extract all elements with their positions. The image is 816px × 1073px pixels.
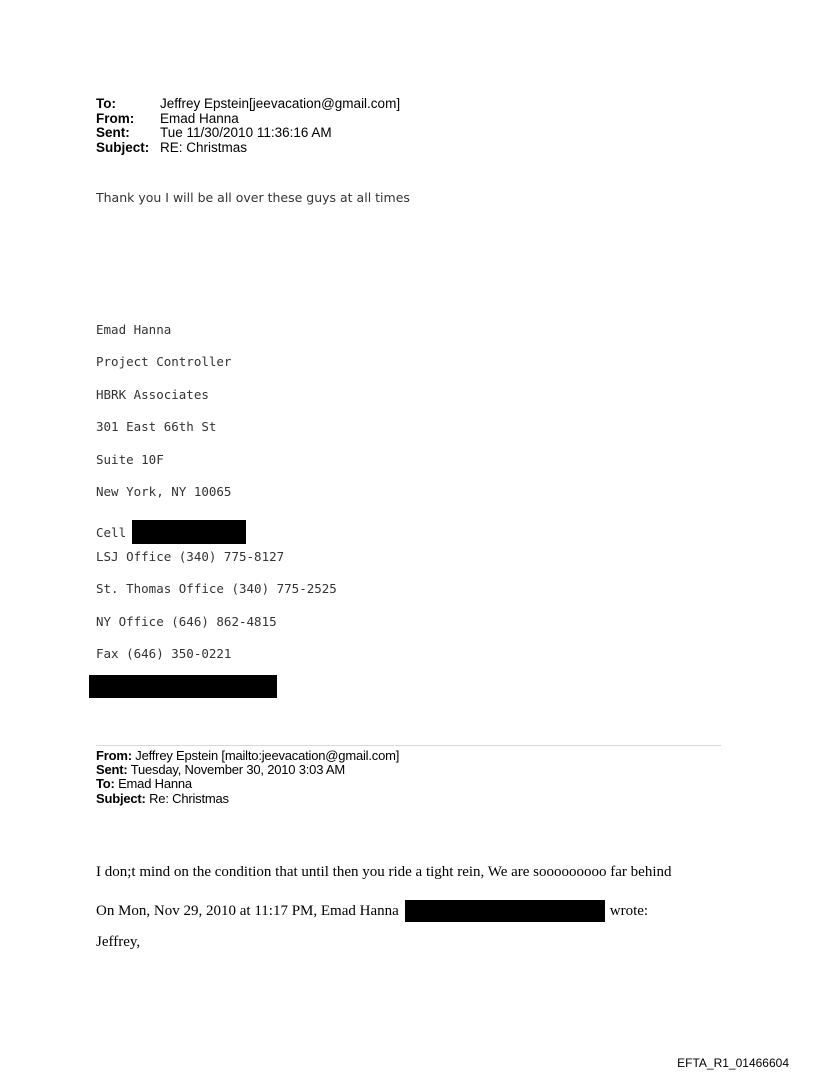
document-id: EFTA_R1_01466604 — [677, 1056, 789, 1070]
attribution-prefix: On Mon, Nov 29, 2010 at 11:17 PM, Emad Hanna — [96, 902, 399, 919]
signature-ny-office: NY Office (646) 862-4815 — [96, 613, 277, 629]
signature-address1: 301 East 66th St — [96, 419, 217, 435]
redaction-box — [132, 520, 246, 544]
redaction-box — [89, 675, 277, 698]
header-sent-row — [96, 126, 400, 141]
divider — [96, 745, 721, 746]
quoted-message: I don;t mind on the condition that until then you ride a tight rein, We are sooooooooo far behind — [96, 864, 672, 880]
from-value: Emad Hanna — [160, 110, 239, 126]
signature-address2: Suite 10F — [96, 451, 164, 467]
signature-fax: Fax (646) 350-0221 — [96, 645, 232, 661]
header-to-row — [96, 97, 400, 112]
fwd-from-row — [96, 749, 399, 763]
attribution-suffix: wrote: — [609, 902, 649, 919]
fwd-sent-value: Tuesday, November 30, 2010 3:03 AM — [130, 762, 346, 778]
fwd-subject-value: Re: Christmas — [149, 790, 229, 806]
reply-message: Thank you I will be all over these guys at all times — [96, 190, 410, 205]
header-from-row — [96, 112, 400, 127]
header-subject-row — [96, 141, 400, 156]
to-label: To: — [96, 96, 116, 111]
redaction-box — [405, 900, 605, 922]
fwd-subject-label: Subject: — [96, 790, 146, 806]
quoted-attribution — [96, 900, 648, 922]
fwd-to-row — [96, 777, 399, 791]
fwd-sent-label: Sent: — [96, 762, 128, 778]
signature-lsj-office: LSJ Office (340) 775-8127 — [96, 548, 285, 564]
signature-city: New York, NY 10065 — [96, 483, 232, 499]
sent-value: Tue 11/30/2010 11:36:16 AM — [160, 125, 332, 140]
fwd-from-label: From: — [96, 748, 132, 763]
forwarded-header — [96, 749, 399, 806]
signature-company: HBRK Associates — [96, 386, 209, 402]
email-header — [96, 97, 400, 155]
fwd-from-value: Jeffrey Epstein [mailto:jeevacation@gmail.com] — [135, 748, 400, 763]
fwd-subject-row — [96, 792, 399, 806]
from-label: From: — [96, 110, 135, 126]
subject-label: Subject: — [96, 139, 150, 155]
quoted-salutation: Jeffrey, — [96, 934, 141, 950]
sent-label: Sent: — [96, 125, 130, 140]
signature-st-thomas-office: St. Thomas Office (340) 775-2525 — [96, 581, 337, 597]
subject-value: RE: Christmas — [160, 139, 248, 155]
signature-title: Project Controller — [96, 354, 232, 370]
signature-name: Emad Hanna — [96, 322, 172, 337]
fwd-to-label: To: — [96, 776, 115, 792]
signature-cell-row — [96, 516, 337, 548]
signature-cell-label: Cell — [96, 524, 127, 540]
to-value: Jeffrey Epstein[jeevacation@gmail.com] — [160, 96, 401, 111]
fwd-to-value: Emad Hanna — [118, 776, 192, 792]
signature-block — [96, 322, 337, 678]
fwd-sent-row — [96, 763, 399, 777]
